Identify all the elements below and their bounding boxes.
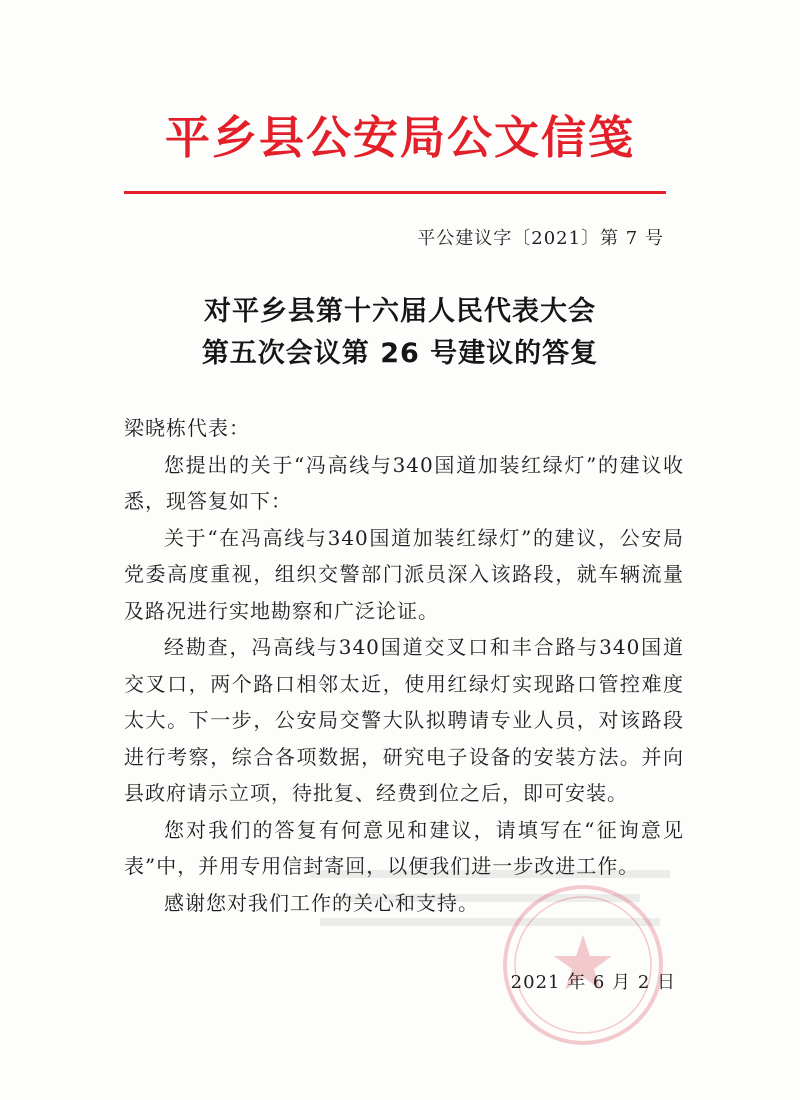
document-number: 平公建议字〔2021〕第 7 号 [417, 228, 664, 249]
body-paragraph: 您对我们的答复有何意见和建议，请填写在“征询意见表”中，并用专用信封寄回，以便我们进一步改进工作。 [124, 817, 684, 878]
body-paragraph: 关于“在冯高线与340国道加装红绿灯”的建议，公安局党委高度重视，组织交警部门派员深入该路段，就车辆流量及路况进行实地勘察和广泛论证。 [124, 525, 684, 623]
body-paragraph: 经勘查，冯高线与340国道交叉口和丰合路与340国道交叉口，两个路口相邻太近，使用红绿灯实现路口管控难度太大。下一步，公安局交警大队拟聘请专业人员，对该路段进行考察，综合各项数据，研究电子设备的安装方法。并向县政府请示立项，待批复、经费到位之后，即可安装。 [124, 635, 684, 805]
document-title-line-2: 第五次会议第 26 号建议的答复 [201, 338, 599, 369]
document-title [0, 291, 800, 375]
official-seal-icon [498, 880, 668, 1050]
document-date: 2021 年 6 月 2 日 [510, 972, 676, 993]
letterhead-red-rule [124, 191, 666, 194]
document-body [124, 410, 684, 921]
body-paragraph: 感谢您对我们工作的关心和支持。 [164, 890, 479, 915]
body-paragraph: 您提出的关于“冯高线与340国道加装红绿灯”的建议收悉，现答复如下： [124, 452, 684, 513]
salutation: 梁晓栋代表： [124, 416, 250, 440]
letterhead-title: 平乡县公安局公文信笺 [164, 111, 635, 164]
document-title-line-1: 对平乡县第十六届人民代表大会 [204, 296, 596, 327]
